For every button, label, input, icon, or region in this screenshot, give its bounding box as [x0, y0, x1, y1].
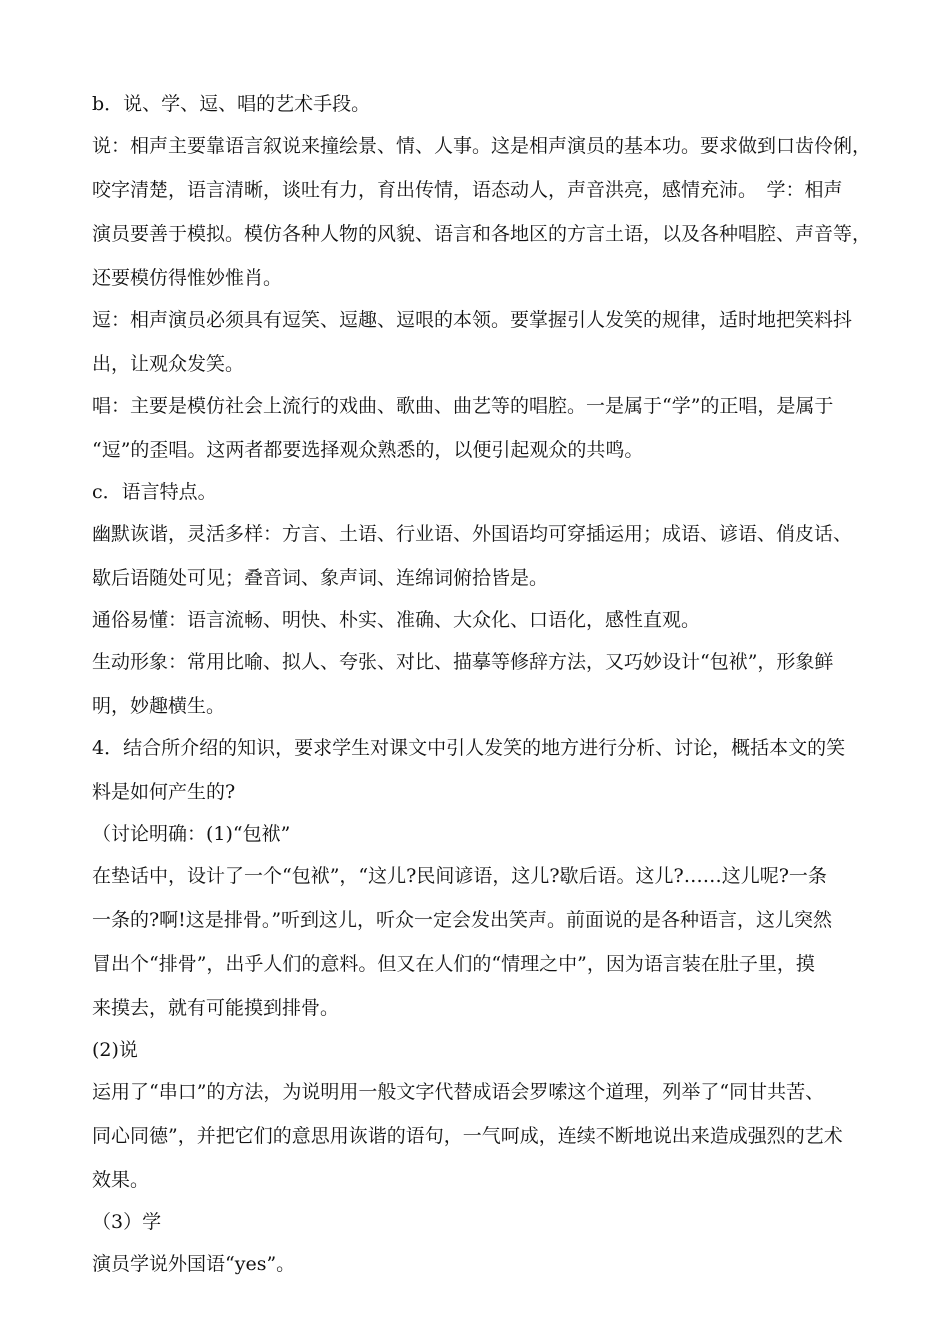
text-line: 明，妙趣横生。 [92, 695, 226, 717]
text-line: b．说、学、逗、唱的艺术手段。 [92, 93, 371, 115]
text-line: (2)说 [92, 1039, 138, 1061]
text-line: 歇后语随处可见；叠音词、象声词、连绵词俯拾皆是。 [92, 567, 549, 589]
document-body [92, 92, 872, 1277]
text-line: （3）学 [92, 1211, 162, 1233]
text-line: 幽默诙谐，灵活多样：方言、土语、行业语、外国语均可穿插运用；成语、谚语、俏皮话、 [92, 523, 853, 545]
text-line: 唱：主要是模仿社会上流行的戏曲、歌曲、曲艺等的唱腔。一是属于“学”的正唱，是属于 [92, 395, 834, 417]
text-line: 冒出个“排骨”，出乎人们的意料。但又在人们的“情理之中”，因为语言装在肚子里，摸 [92, 953, 815, 975]
text-line: 同心同德”，并把它们的意思用诙谐的语句，一气呵成，连续不断地说出来造成强烈的艺术 [92, 1125, 843, 1147]
text-line: 运用了“串口”的方法，为说明用一般文字代替成语会罗嗦这个道理，列举了“同甘共苦、 [92, 1081, 825, 1103]
text-line: “逗”的歪唱。这两者都要选择观众熟悉的，以便引起观众的共鸣。 [92, 439, 644, 461]
text-line: 还要模仿得惟妙惟肖。 [92, 267, 283, 289]
text-line: 咬字清楚，语言清晰，谈吐有力，育出传情，语态动人，声音洪亮，感情充沛。 学：相声 [92, 179, 843, 201]
text-line: 说：相声主要靠语言叙说来撞绘景、情、人事。这是相声演员的基本功。要求做到口齿伶俐， [92, 135, 872, 157]
text-line: 出，让观众发笑。 [92, 353, 245, 375]
text-line: 一条的?啊!这是排骨。”听到这儿，听众一定会发出笑声。前面说的是各种语言，这儿突然 [92, 909, 833, 931]
text-line: c．语言特点。 [92, 481, 217, 503]
text-line: 来摸去，就有可能摸到排骨。 [92, 997, 340, 1019]
text-line: 逗：相声演员必须具有逗笑、逗趣、逗哏的本领。要掌握引人发笑的规律，适时地把笑料抖 [92, 309, 853, 331]
text-line: 演员要善于模拟。模仿各种人物的风貌、语言和各地区的方言土语，以及各种唱腔、声音等， [92, 223, 872, 245]
text-line: 在垫话中，设计了一个“包袱”，“这儿?民间谚语，这儿?歇后语。这儿?……这儿呢?一条 [92, 865, 827, 887]
text-line: （讨论明确：(1)“包袱” [92, 823, 291, 845]
text-line: 料是如何产生的? [92, 781, 236, 803]
text-line: 4．结合所介绍的知识，要求学生对课文中引人发笑的地方进行分析、讨论，概括本文的笑 [92, 737, 846, 759]
text-line: 生动形象：常用比喻、拟人、夸张、对比、描摹等修辞方法，又巧妙设计“包袱”，形象鲜 [92, 651, 834, 673]
text-line: 演员学说外国语“yes”。 [92, 1253, 296, 1275]
text-line: 效果。 [92, 1169, 150, 1191]
text-line: 通俗易懂：语言流畅、明快、朴实、准确、大众化、口语化，感性直观。 [92, 609, 701, 631]
